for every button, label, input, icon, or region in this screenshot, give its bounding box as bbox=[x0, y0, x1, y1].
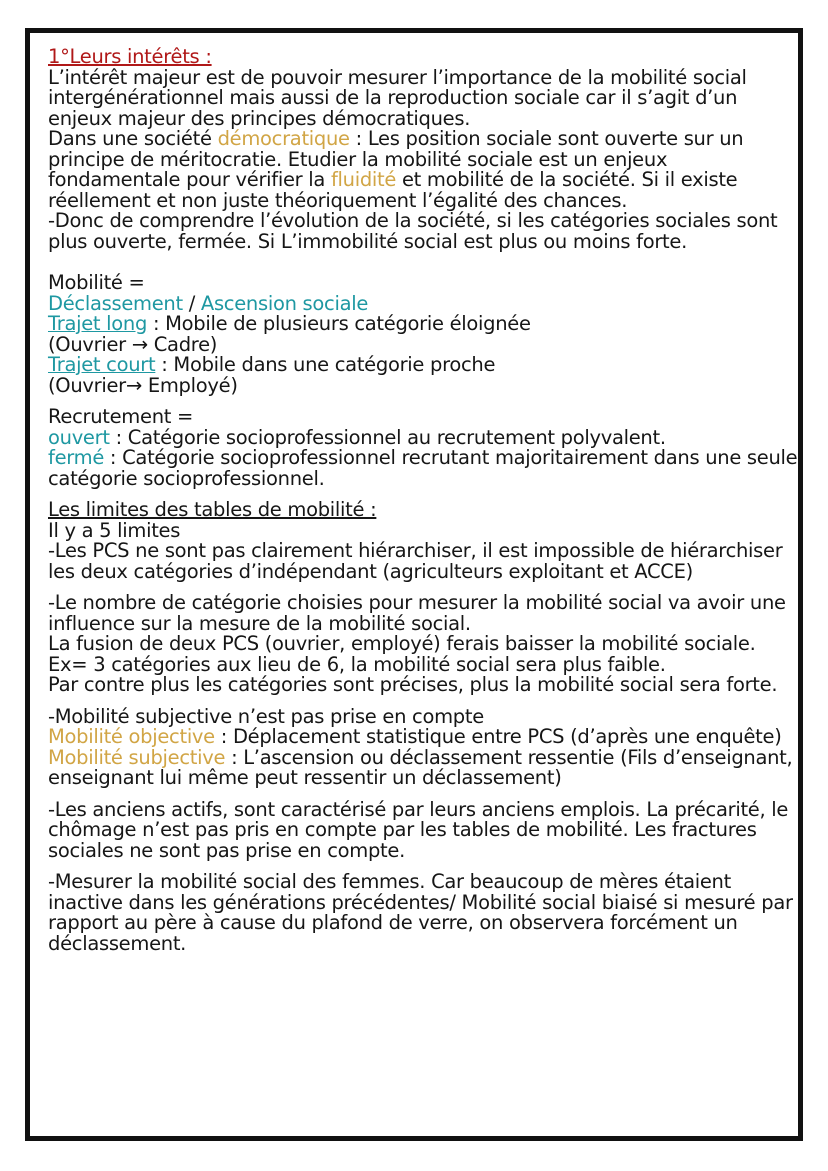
text-run: : Mobile dans une catégorie proche bbox=[155, 353, 496, 376]
limite-2-precision: Par contre plus les catégories sont précises, plus la mobilité social sera forte. bbox=[48, 673, 778, 696]
trajet-court bbox=[48, 355, 800, 376]
text-run: : Les position sociale sont ouverte sur un principe de méritocratie. Etudier la mobilité sociale est un enjeux fondamentale pour vérifier la bbox=[48, 127, 744, 191]
note-content bbox=[48, 47, 800, 954]
text-run: : L’ascension ou déclassement ressentie (Fils d’enseignant, enseignant lui même peut ressentir un déclassement) bbox=[48, 745, 793, 789]
recrutement-ouvert bbox=[48, 425, 800, 449]
term-trajet-court: Trajet court bbox=[48, 353, 156, 376]
limites-intro: Il y a 5 limites bbox=[48, 518, 181, 542]
mobilite-objective bbox=[48, 727, 800, 748]
term-mobilite-subjective: Mobilité subjective bbox=[48, 745, 232, 769]
mobilite-types bbox=[48, 291, 800, 315]
interets-paragraph-1: L’intérêt majeur est de pouvoir mesurer l’importance de la mobilité social intergénérationnel mais aussi de la reproduction sociale car il s’agit d’un enjeux majeur des principes démocratiques. bbox=[48, 65, 747, 130]
limite-2: -Le nombre de catégorie choisies pour mesurer la mobilité social va avoir une influence sur la mesure de la mobilité social. bbox=[48, 591, 786, 635]
limite-1: -Les PCS ne sont pas clairement hiérarchiser, il est impossible de hiérarchiser les deux catégories d’indépendant (agriculteurs exploitant et ACCE) bbox=[48, 539, 783, 583]
recrutement-ferme bbox=[48, 448, 800, 489]
mobilite-subjective bbox=[48, 745, 800, 789]
text-run: Dans une société bbox=[48, 127, 218, 150]
spacer bbox=[48, 252, 800, 273]
limites-title: Les limites des tables de mobilité : bbox=[48, 498, 377, 521]
text-run: : Déplacement statistique entre PCS (d’après une enquête) bbox=[214, 725, 782, 748]
term-democratique: démocratique bbox=[217, 127, 350, 150]
limite-2-fusion: La fusion de deux PCS (ouvrier, employé) ferais baisser la mobilité sociale. bbox=[48, 632, 756, 655]
trajet-court-example: (Ouvrier→ Employé) bbox=[48, 373, 238, 397]
text-run: et mobilité de la société. Si il existe réellement et non juste théoriquement l’égalité des chances. bbox=[48, 168, 738, 212]
limite-2-example: Ex= 3 catégories aux lieu de 6, la mobilité social sera plus faible. bbox=[48, 652, 666, 676]
interets-title: 1°Leurs intérêts : bbox=[48, 45, 212, 68]
text-run: : Mobile de plusieurs catégorie éloignée bbox=[147, 312, 531, 335]
limite-3: -Mobilité subjective n’est pas prise en compte bbox=[48, 704, 484, 728]
section-title-interets bbox=[48, 47, 800, 68]
limite-5: -Mesurer la mobilité social des femmes. Car beaucoup de mères étaient inactive dans les générations précédentes/ Mobilité social biaisé si mesuré par rapport au père à cause du plafond de verre, on observera forcément un déclassement. bbox=[48, 870, 793, 955]
mobilite-heading: Mobilité = bbox=[48, 271, 145, 294]
term-mobilite-objective: Mobilité objective bbox=[48, 725, 215, 748]
interets-paragraph-2 bbox=[48, 129, 800, 211]
term-ouvert: ouvert bbox=[48, 425, 110, 449]
interets-paragraph-3: -Donc de comprendre l’évolution de la société, si les catégories sociales sont plus ouverte, fermée. Si L’immobilité social est plus ou moins forte. bbox=[48, 209, 778, 253]
term-declassement: Déclassement bbox=[48, 291, 183, 315]
section-title-limites bbox=[48, 500, 800, 521]
trajet-long bbox=[48, 314, 800, 335]
trajet-long-example: (Ouvrier → Cadre) bbox=[48, 332, 218, 356]
term-fluidite: fluidité bbox=[330, 168, 397, 191]
recrutement-heading: Recrutement = bbox=[48, 405, 194, 428]
text-run: / bbox=[182, 291, 201, 315]
term-ferme: fermé bbox=[48, 446, 105, 469]
limite-4: -Les anciens actifs, sont caractérisé par leurs anciens emplois. La précarité, le chômage n’est pas pris en compte par les tables de mobilité. Les fractures sociales ne sont pas prise en compte. bbox=[48, 797, 789, 862]
text-run: : Catégorie socioprofessionnel recrutant majoritairement dans une seule catégorie socioprofessionnel. bbox=[48, 446, 798, 490]
term-ascension: Ascension sociale bbox=[200, 291, 369, 315]
text-run: : Catégorie socioprofessionnel au recrutement polyvalent. bbox=[109, 425, 666, 449]
term-trajet-long: Trajet long bbox=[48, 312, 148, 335]
